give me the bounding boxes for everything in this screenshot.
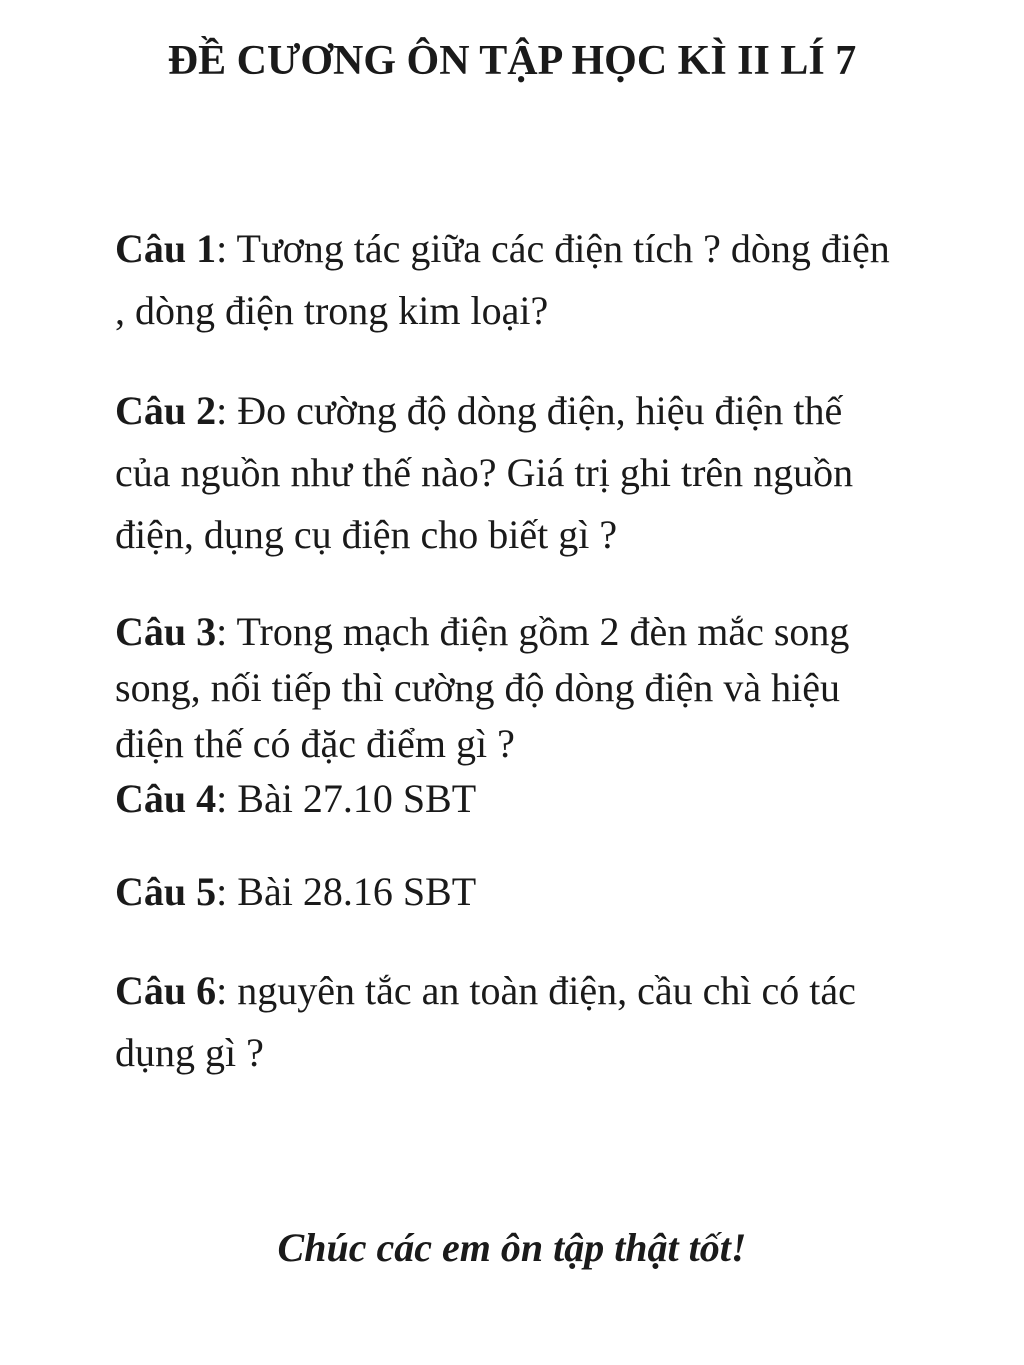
question-1-separator: : [216,226,237,271]
question-1-text: Tương tác giữa các điện tích ? dòng điện , dòng điện trong kim loại? [115,226,890,333]
document-title: ĐỀ CƯƠNG ÔN TẬP HỌC KÌ II LÍ 7 [167,38,857,84]
question-4 [115,771,905,827]
question-5 [115,864,905,920]
question-6-text: nguyên tắc an toàn điện, cầu chì có tác dụng gì ? [115,968,856,1075]
question-3-label: Câu 3 [115,609,217,654]
question-5-text: Bài 28.16 SBT [237,869,477,914]
question-3-separator: : [216,609,237,654]
question-4-label: Câu 4 [115,776,217,821]
question-6 [115,960,905,1084]
question-5-label: Câu 5 [115,869,217,914]
question-4-separator: : [216,776,238,821]
question-2 [115,380,905,566]
question-3-text: Trong mạch điện gồm 2 đèn mắc song song, nối tiếp thì cường độ dòng điện và hiệu điện thế có đặc điểm gì ? [115,609,850,766]
closing-message: Chúc các em ôn tập thật tốt! [277,1225,747,1270]
question-1 [115,218,905,342]
question-2-separator: : [216,388,238,433]
question-6-label: Câu 6 [115,968,217,1013]
question-5-separator: : [216,869,238,914]
question-4-text: Bài 27.10 SBT [237,776,477,821]
question-2-text: Đo cường độ dòng điện, hiệu điện thế của nguồn như thế nào? Giá trị ghi trên nguồn điện, dụng cụ điện cho biết gì ? [115,388,854,557]
question-3 [115,604,905,772]
question-1-label: Câu 1 [115,226,217,271]
question-2-label: Câu 2 [115,388,217,433]
question-6-separator: : [216,968,238,1013]
